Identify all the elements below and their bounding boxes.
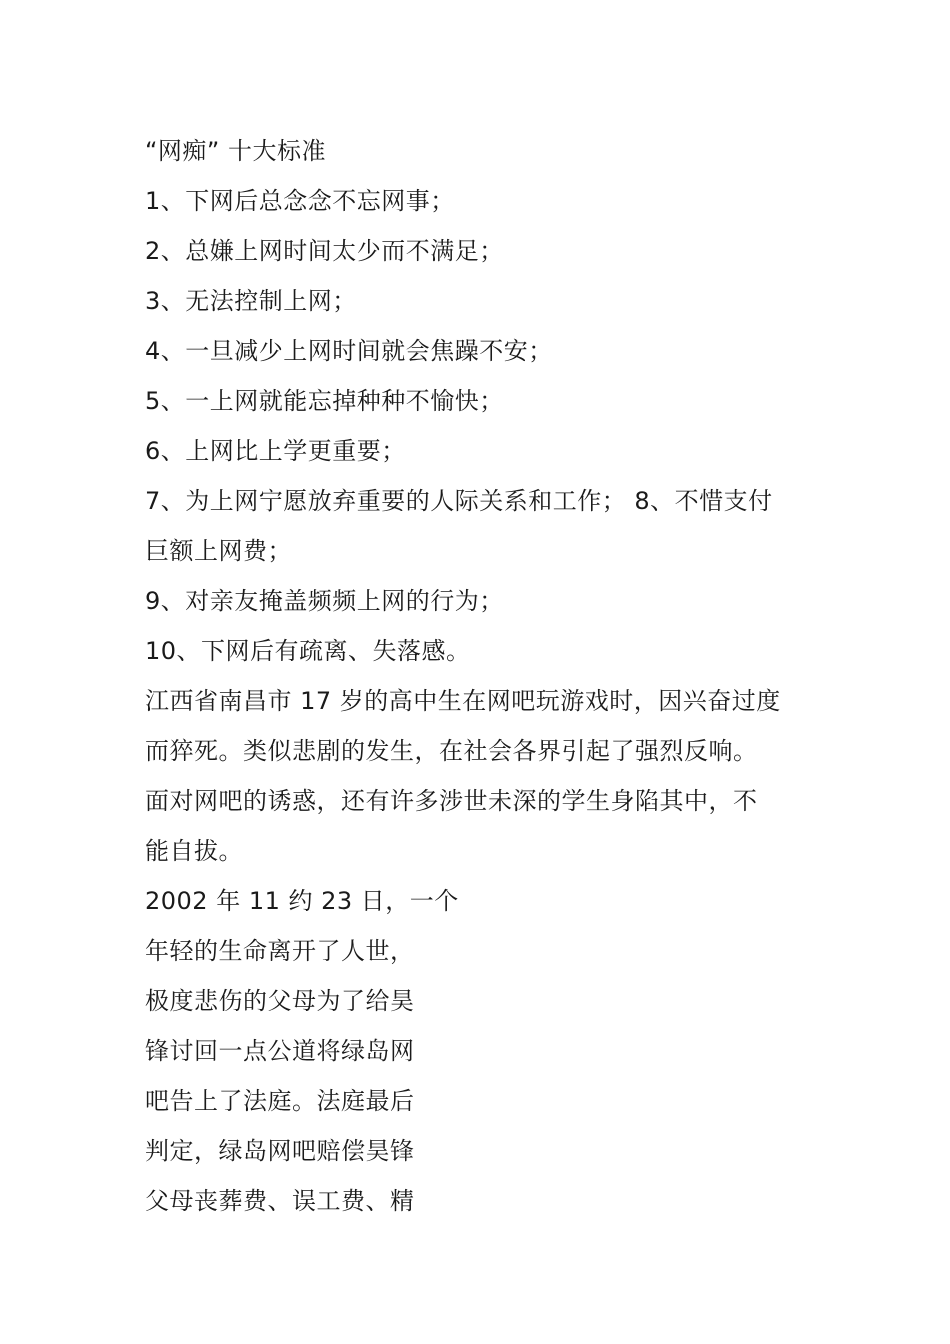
paragraph-line: 而猝死。类似悲剧的发生，在社会各界引起了强烈反响。 bbox=[145, 737, 758, 765]
criteria-item: 巨额上网费； bbox=[145, 537, 292, 565]
criteria-item: 2、总嫌上网时间太少而不满足； bbox=[145, 237, 504, 265]
paragraph-line: 极度悲伤的父母为了给昊 bbox=[145, 987, 415, 1015]
paragraph-line: 判定，绿岛网吧赔偿昊锋 bbox=[145, 1137, 415, 1165]
criteria-item: 3、无法控制上网； bbox=[145, 287, 357, 315]
criteria-list bbox=[145, 176, 815, 676]
paragraph-line: 江西省南昌市 17 岁的高中生在网吧玩游戏时，因兴奋过度 bbox=[145, 687, 781, 715]
criteria-item: 10、下网后有疏离、失落感。 bbox=[145, 637, 471, 665]
paragraph-line: 面对网吧的诱惑，还有许多涉世未深的学生身陷其中，不 bbox=[145, 787, 758, 815]
paragraph-case bbox=[145, 876, 815, 1226]
criteria-item: 4、一旦减少上网时间就会焦躁不安； bbox=[145, 337, 553, 365]
paragraph-line: 年轻的生命离开了人世， bbox=[145, 937, 415, 965]
criteria-item: 5、一上网就能忘掉种种不愉快； bbox=[145, 387, 504, 415]
paragraph-news bbox=[145, 676, 815, 876]
paragraph-line: 2002 年 11 约 23 日，一个 bbox=[145, 887, 459, 915]
paragraph-line: 吧告上了法庭。法庭最后 bbox=[145, 1087, 415, 1115]
paragraph-line: 父母丧葬费、误工费、精 bbox=[145, 1187, 415, 1215]
paragraph-line: 能自拔。 bbox=[145, 837, 243, 865]
document-body bbox=[145, 126, 815, 1226]
criteria-item: 9、对亲友掩盖频频上网的行为； bbox=[145, 587, 504, 615]
criteria-item: 6、上网比上学更重要； bbox=[145, 437, 406, 465]
criteria-item: 1、下网后总念念不忘网事； bbox=[145, 187, 455, 215]
document-title: “网痴” 十大标准 bbox=[145, 137, 326, 165]
paragraph-line: 锋讨回一点公道将绿岛网 bbox=[145, 1037, 415, 1065]
criteria-item: 7、为上网宁愿放弃重要的人际关系和工作； 8、不惜支付 bbox=[145, 487, 773, 515]
